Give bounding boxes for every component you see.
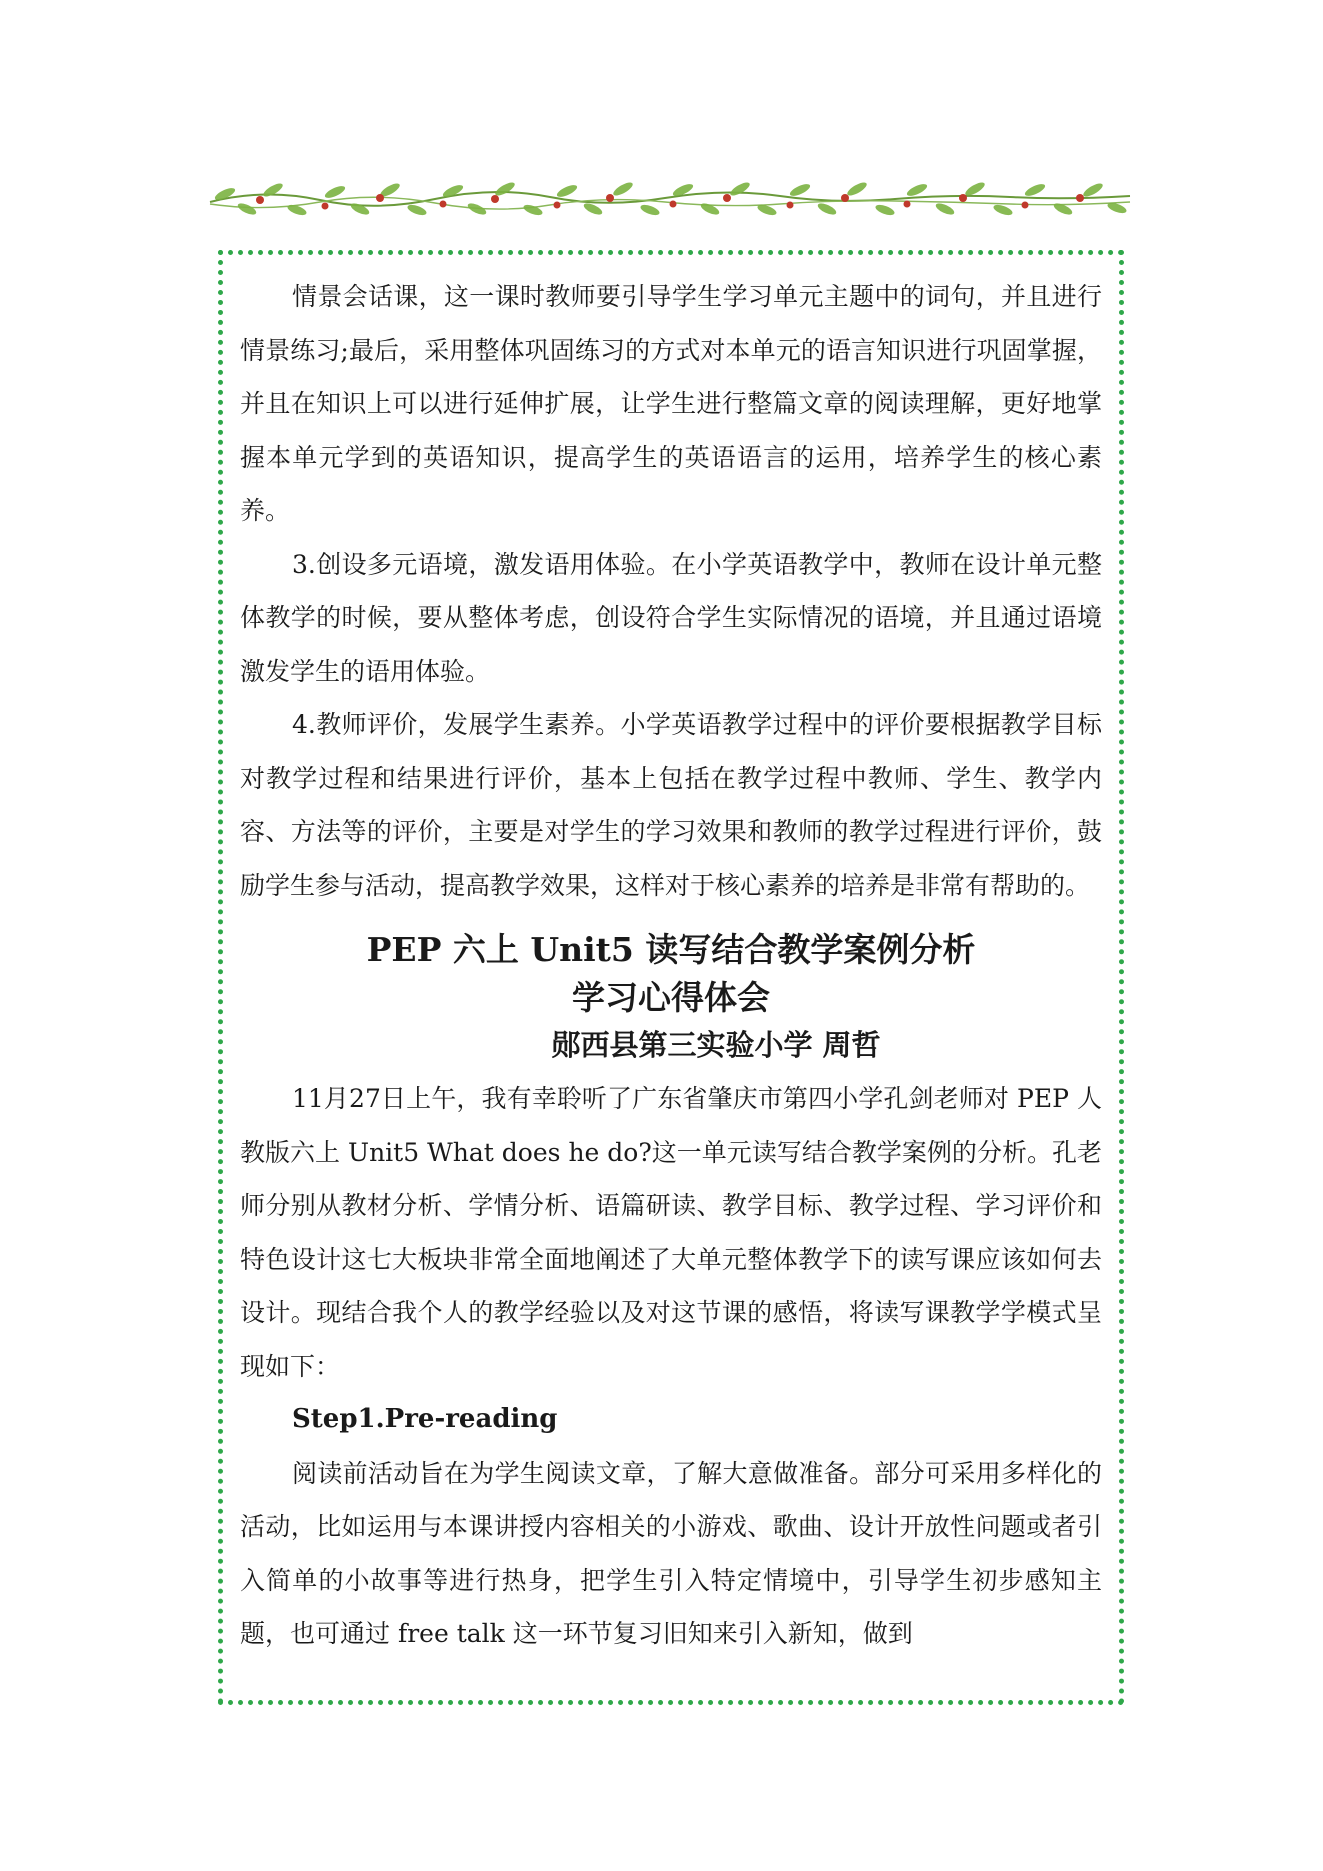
document-body [240, 270, 1102, 1661]
article-title-line2: 学习心得体会 [572, 978, 770, 1017]
paragraph-intro: 11月27日上午，我有幸聆听了广东省肇庆市第四小学孔剑老师对 PEP 人教版六上 Unit5 What does he do?这一单元读写结合教学案例的分析。孔老师分别从教材分析、学情分析、语篇研读、教学目标、教学过程、学习评价和特色设计这七大板块非常全面地阐述了大单元整体教学下的读写课应该如何去设计。现结合我个人的教学经验以及对这节课的感悟，将读写课教学学模式呈现如下： [240, 1084, 1102, 1381]
paragraph-point-3: 3.创设多元语境，激发语用体验。在小学英语教学中，教师在设计单元整体教学的时候，要从整体考虑，创设符合学生实际情况的语境，并且通过语境激发学生的语用体验。 [240, 549, 1102, 686]
floral-vine-divider [205, 172, 1135, 224]
article-title-line1: PEP 六上 Unit5 读写结合教学案例分析 [366, 930, 976, 969]
step-heading: Step1.Pre-reading [292, 1404, 558, 1434]
article-author: 郧西县第三实验小学 周哲 [551, 1028, 881, 1062]
paragraph-scene-dialogue: 情景会话课，这一课时教师要引导学生学习单元主题中的词句，并且进行情景练习;最后，采用整体巩固练习的方式对本单元的语言知识进行巩固掌握，并且在知识上可以进行延伸扩展，让学生进行整篇文章的阅读理解，更好地掌握本单元学到的英语知识，提高学生的英语语言的运用，培养学生的核心素养。 [240, 282, 1102, 525]
paragraph-pre-reading: 阅读前活动旨在为学生阅读文章，了解大意做准备。部分可采用多样化的活动，比如运用与本课讲授内容相关的小游戏、歌曲、设计开放性问题或者引入简单的小故事等进行热身，把学生引入特定情境中，引导学生初步感知主题，也可通过 free talk 这一环节复习旧知来引入新知，做到 [240, 1458, 1102, 1648]
paragraph-point-4: 4.教师评价，发展学生素养。小学英语教学过程中的评价要根据教学目标对教学过程和结果进行评价，基本上包括在教学过程中教师、学生、教学内容、方法等的评价，主要是对学生的学习效果和教师的教学过程进行评价，鼓励学生参与活动，提高教学效果，这样对于核心素养的培养是非常有帮助的。 [240, 710, 1102, 900]
